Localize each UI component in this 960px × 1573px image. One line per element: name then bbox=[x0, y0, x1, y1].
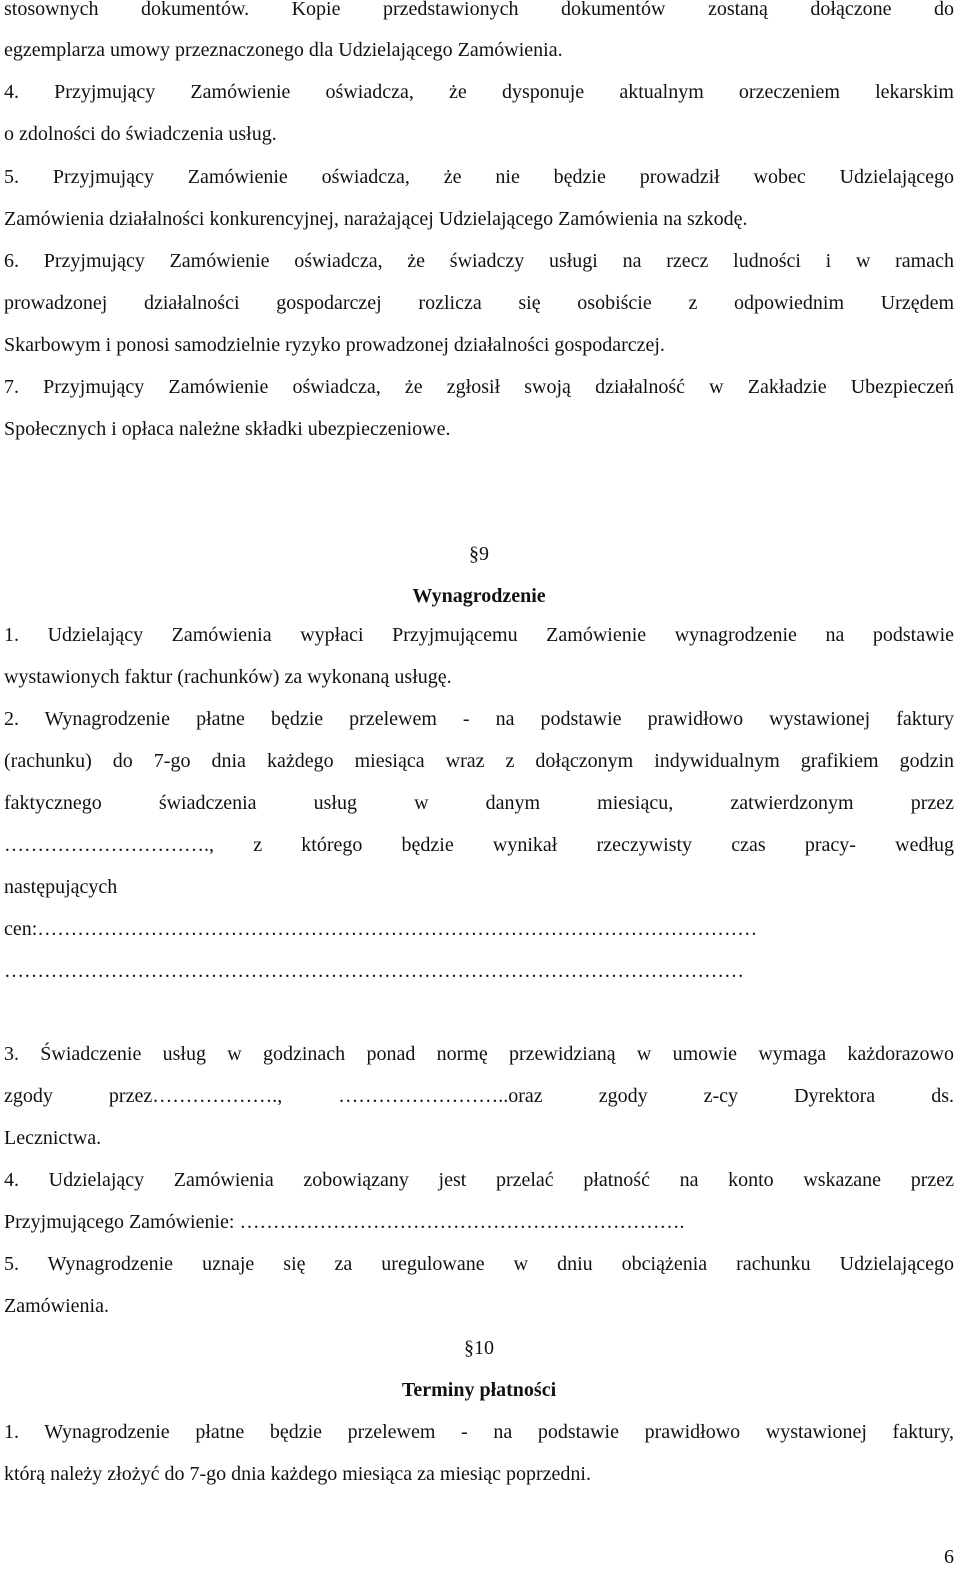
text-line: Zamówienia. bbox=[4, 1295, 109, 1317]
section-title: Wynagrodzenie bbox=[412, 585, 546, 607]
text-line: cen:……………………………………………………………………………………………… bbox=[4, 918, 758, 940]
text-line: 5. Przyjmujący Zamówienie oświadcza, że nie będzie prowadził wobec Udzielającego bbox=[4, 166, 954, 188]
text-line: 4. Przyjmujący Zamówienie oświadcza, że dysponuje aktualnym orzeczeniem lekarskim bbox=[4, 81, 954, 103]
text-line: Przyjmującego Zamówienie: …………………………………………………………. bbox=[4, 1211, 685, 1233]
text-line: Zamówienia działalności konkurencyjnej, narażającej Udzielającego Zamówienia na szkodę. bbox=[4, 208, 748, 230]
text-line: …………………………., z którego będzie wynikał rzeczywisty czas pracy- według bbox=[4, 834, 954, 856]
text-line: o zdolności do świadczenia usług. bbox=[4, 123, 277, 145]
text-line: Lecznictwa. bbox=[4, 1127, 102, 1149]
section-title: Terminy płatności bbox=[401, 1379, 557, 1401]
text-line: 4. Udzielający Zamówienia zobowiązany jest przelać płatność na konto wskazane przez bbox=[4, 1169, 954, 1191]
section-number: §10 bbox=[464, 1337, 494, 1359]
text-line: 1. Udzielający Zamówienia wypłaci Przyjmującemu Zamówienie wynagrodzenie na podstawie bbox=[4, 624, 954, 646]
text-line: następujących bbox=[4, 876, 118, 898]
text-line: egzemplarza umowy przeznaczonego dla Udzielającego Zamówienia. bbox=[4, 39, 563, 61]
text-line: Społecznych i opłaca należne składki ubezpieczeniowe. bbox=[4, 418, 451, 440]
text-line: 7. Przyjmujący Zamówienie oświadcza, że zgłosił swoją działalność w Zakładzie Ubezpieczeń bbox=[4, 376, 954, 398]
text-line: 6. Przyjmujący Zamówienie oświadcza, że świadczy usługi na rzecz ludności i w ramach bbox=[4, 250, 954, 272]
text-line: wystawionych faktur (rachunków) za wykonaną usługę. bbox=[4, 666, 452, 688]
section-number: §9 bbox=[469, 543, 489, 565]
text-line: 1. Wynagrodzenie płatne będzie przelewem - na podstawie prawidłowo wystawionej faktury, bbox=[4, 1421, 954, 1443]
page-number: 6 bbox=[944, 1546, 954, 1568]
text-line: 3. Świadczenie usług w godzinach ponad normę przewidzianą w umowie wymaga każdorazowo bbox=[4, 1043, 954, 1065]
text-line: prowadzonej działalności gospodarczej rozlicza się osobiście z odpowiednim Urzędem bbox=[4, 292, 954, 314]
text-line: którą należy złożyć do 7-go dnia każdego miesiąca za miesiąc poprzedni. bbox=[4, 1463, 591, 1485]
text-line: ………………………………………………………………………………………………… bbox=[4, 960, 744, 982]
text-line: 2. Wynagrodzenie płatne będzie przelewem - na podstawie prawidłowo wystawionej faktury bbox=[4, 708, 954, 730]
text-line: Skarbowym i ponosi samodzielnie ryzyko prowadzonej działalności gospodarczej. bbox=[4, 334, 665, 356]
text-line: faktycznego świadczenia usług w danym miesiącu, zatwierdzonym przez bbox=[4, 792, 954, 814]
text-line: stosownych dokumentów. Kopie przedstawionych dokumentów zostaną dołączone do bbox=[4, 0, 954, 20]
text-line: 5. Wynagrodzenie uznaje się za uregulowane w dniu obciążenia rachunku Udzielającego bbox=[4, 1253, 954, 1275]
text-line: zgody przez………………., ……………………..oraz zgody z-cy Dyrektora ds. bbox=[4, 1085, 954, 1107]
text-line: (rachunku) do 7-go dnia każdego miesiąca wraz z dołączonym indywidualnym grafikiem godzin bbox=[4, 750, 954, 772]
